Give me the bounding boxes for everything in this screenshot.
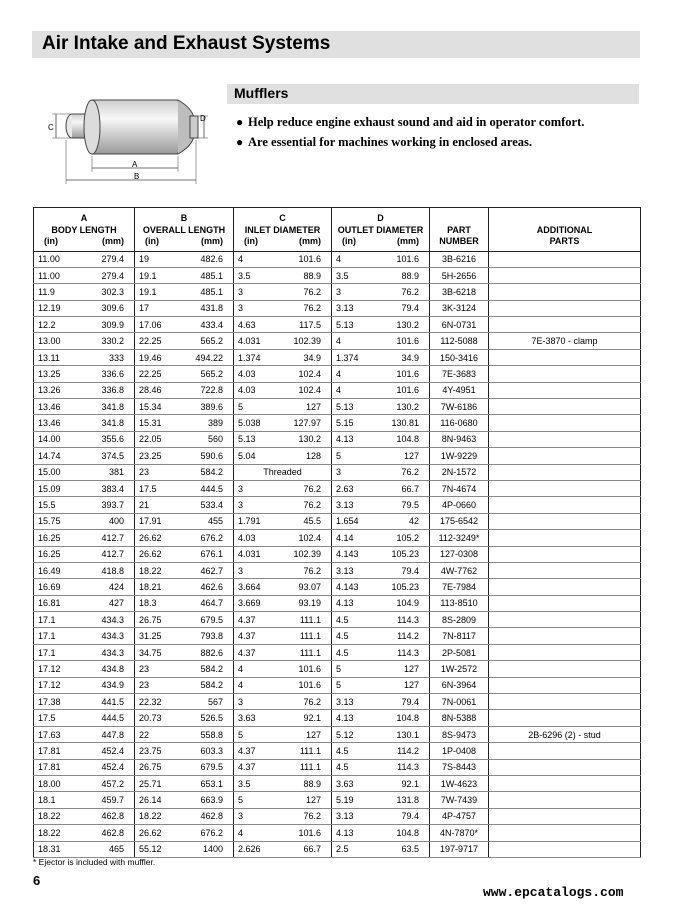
table-row (34, 825, 641, 841)
cell-inlet-diameter: 3.669 93.19 (234, 595, 332, 611)
cell-body-length: 17.12 434.9 (34, 677, 135, 693)
section-title: Mufflers (234, 85, 289, 101)
cell-inlet-diameter: 3 76.2 (234, 562, 332, 578)
cell-inlet-diameter: 4.03 102.4 (234, 530, 332, 546)
cell-part-number: 1W-9229 (430, 448, 489, 464)
cell-overall-length: 19 482.6 (135, 251, 234, 267)
cell-part-number: 7S-8443 (430, 759, 489, 775)
header-inlet-diameter: C INLET DIAMETER (in) (mm) (234, 208, 332, 252)
cell-additional-parts (489, 464, 641, 480)
cell-body-length: 15.00 381 (34, 464, 135, 480)
cell-inlet-diameter: 4.37 111.1 (234, 759, 332, 775)
cell-outlet-diameter: 3.13 79.4 (332, 808, 430, 824)
cell-inlet-diameter: 4.37 111.1 (234, 628, 332, 644)
cell-outlet-diameter: 5.13 130.2 (332, 399, 430, 415)
cell-inlet-diameter: 3 76.2 (234, 808, 332, 824)
cell-part-number: 4W-7762 (430, 562, 489, 578)
muffler-diagram (42, 88, 222, 190)
cell-part-number: 7N-8117 (430, 628, 489, 644)
cell-additional-parts (489, 513, 641, 529)
cell-body-length: 17.5 444.5 (34, 710, 135, 726)
cell-body-length: 15.5 393.7 (34, 497, 135, 513)
cell-overall-length: 19.1 485.1 (135, 284, 234, 300)
cell-part-number: 7E-3683 (430, 366, 489, 382)
cell-outlet-diameter: 4.13 104.9 (332, 595, 430, 611)
cell-overall-length: 23 584.2 (135, 677, 234, 693)
cell-additional-parts (489, 612, 641, 628)
cell-body-length: 12.19 309.6 (34, 300, 135, 316)
cell-overall-length: 22.25 565.2 (135, 366, 234, 382)
cell-outlet-diameter: 4.5 114.2 (332, 743, 430, 759)
cell-overall-length: 17.5 444.5 (135, 480, 234, 496)
cell-additional-parts (489, 562, 641, 578)
table-row (34, 349, 641, 365)
table-row (34, 694, 641, 710)
cell-body-length: 16.25 412.7 (34, 546, 135, 562)
table-row (34, 759, 641, 775)
cell-part-number: 7W-7439 (430, 792, 489, 808)
cell-additional-parts (489, 317, 641, 333)
cell-part-number: 4P-0660 (430, 497, 489, 513)
cell-overall-length: 26.14 663.9 (135, 792, 234, 808)
cell-additional-parts (489, 480, 641, 496)
cell-part-number: 3B-6216 (430, 251, 489, 267)
cell-overall-length: 55.12 1400 (135, 841, 234, 857)
cell-additional-parts (489, 759, 641, 775)
cell-body-length: 16.69 424 (34, 579, 135, 595)
cell-overall-length: 22.32 567 (135, 694, 234, 710)
table-row (34, 530, 641, 546)
cell-inlet-diameter: 4.03 102.4 (234, 382, 332, 398)
diagram-label-b: B (134, 172, 140, 181)
cell-body-length: 13.46 341.8 (34, 415, 135, 431)
cell-additional-parts (489, 300, 641, 316)
cell-part-number: 8N-9463 (430, 431, 489, 447)
cell-body-length: 17.1 434.3 (34, 612, 135, 628)
cell-outlet-diameter: 3.13 79.4 (332, 562, 430, 578)
cell-part-number: 197-9717 (430, 841, 489, 857)
cell-part-number: 112-5088 (430, 333, 489, 349)
cell-outlet-diameter: 3.13 79.4 (332, 300, 430, 316)
cell-inlet-diameter: 4 101.6 (234, 251, 332, 267)
cell-part-number: 3K-3124 (430, 300, 489, 316)
cell-overall-length: 18.22 462.8 (135, 808, 234, 824)
table-row (34, 497, 641, 513)
cell-body-length: 17.12 434.8 (34, 661, 135, 677)
table-row (34, 792, 641, 808)
cell-overall-length: 15.31 389 (135, 415, 234, 431)
cell-additional-parts (489, 644, 641, 660)
table-row (34, 431, 641, 447)
cell-outlet-diameter: 3 76.2 (332, 284, 430, 300)
cell-overall-length: 18.22 462.7 (135, 562, 234, 578)
cell-outlet-diameter: 2.5 63.5 (332, 841, 430, 857)
cell-part-number: 1W-2572 (430, 661, 489, 677)
cell-part-number: 6N-0731 (430, 317, 489, 333)
cell-overall-length: 25.71 653.1 (135, 776, 234, 792)
cell-additional-parts (489, 448, 641, 464)
cell-part-number: 8S-9473 (430, 726, 489, 742)
cell-part-number: 7N-0061 (430, 694, 489, 710)
cell-body-length: 13.26 336.8 (34, 382, 135, 398)
cell-additional-parts (489, 579, 641, 595)
cell-inlet-diameter: 3.5 88.9 (234, 267, 332, 283)
cell-inlet-diameter: 4.37 111.1 (234, 612, 332, 628)
cell-additional-parts (489, 399, 641, 415)
section-title-bar (227, 84, 639, 104)
cell-body-length: 18.1 459.7 (34, 792, 135, 808)
cell-additional-parts (489, 595, 641, 611)
cell-outlet-diameter: 4.5 114.3 (332, 612, 430, 628)
table-row (34, 661, 641, 677)
cell-part-number: 150-3416 (430, 349, 489, 365)
cell-additional-parts (489, 546, 641, 562)
cell-outlet-diameter: 4.13 104.8 (332, 825, 430, 841)
table-row (34, 284, 641, 300)
cell-additional-parts (489, 841, 641, 857)
cell-body-length: 18.31 465 (34, 841, 135, 857)
cell-inlet-diameter: 3.63 92.1 (234, 710, 332, 726)
cell-inlet-diameter: 3 76.2 (234, 497, 332, 513)
diagram-label-d: D (200, 114, 206, 123)
cell-additional-parts (489, 776, 641, 792)
cell-outlet-diameter: 4.13 104.8 (332, 710, 430, 726)
cell-overall-length: 18.3 464.7 (135, 595, 234, 611)
cell-outlet-diameter: 1.654 42 (332, 513, 430, 529)
cell-body-length: 14.00 355.6 (34, 431, 135, 447)
cell-overall-length: 17 431.8 (135, 300, 234, 316)
cell-body-length: 18.00 457.2 (34, 776, 135, 792)
footnote: * Ejector is included with muffler. (33, 857, 156, 867)
cell-overall-length: 22.05 560 (135, 431, 234, 447)
cell-part-number: 113-8510 (430, 595, 489, 611)
table-row (34, 317, 641, 333)
cell-additional-parts (489, 743, 641, 759)
cell-additional-parts (489, 710, 641, 726)
mufflers-table (33, 207, 641, 858)
cell-overall-length: 26.62 676.2 (135, 825, 234, 841)
cell-outlet-diameter: 4 101.6 (332, 251, 430, 267)
cell-outlet-diameter: 5.13 130.2 (332, 317, 430, 333)
site-watermark: www.epcatalogs.com (483, 885, 624, 900)
cell-overall-length: 19.46 494.22 (135, 349, 234, 365)
cell-inlet-diameter: 4.031 102.39 (234, 546, 332, 562)
cell-part-number: 175-6542 (430, 513, 489, 529)
table-header-row (34, 208, 641, 252)
cell-body-length: 15.75 400 (34, 513, 135, 529)
cell-overall-length: 17.06 433.4 (135, 317, 234, 333)
cell-outlet-diameter: 4.5 114.2 (332, 628, 430, 644)
cell-inlet-diameter: 3.5 88.9 (234, 776, 332, 792)
cell-outlet-diameter: 2.63 66.7 (332, 480, 430, 496)
cell-body-length: 11.9 302.3 (34, 284, 135, 300)
cell-inlet-diameter: 4.03 102.4 (234, 366, 332, 382)
cell-overall-length: 18.21 462.6 (135, 579, 234, 595)
bullet-icon: ● (236, 115, 244, 129)
cell-body-length: 17.38 441.5 (34, 694, 135, 710)
cell-additional-parts (489, 431, 641, 447)
cell-overall-length: 22 558.8 (135, 726, 234, 742)
cell-additional-parts (489, 530, 641, 546)
cell-inlet-diameter: 5.04 128 (234, 448, 332, 464)
cell-overall-length: 17.91 455 (135, 513, 234, 529)
diagram-label-a: A (132, 160, 138, 169)
cell-inlet-diameter: 5 127 (234, 399, 332, 415)
cell-body-length: 16.81 427 (34, 595, 135, 611)
cell-outlet-diameter: 5 127 (332, 677, 430, 693)
cell-inlet-diameter: 4.63 117.5 (234, 317, 332, 333)
cell-additional-parts (489, 677, 641, 693)
header-part-number: PART NUMBER (430, 208, 489, 252)
cell-body-length: 18.22 462.8 (34, 808, 135, 824)
cell-part-number: 4Y-4951 (430, 382, 489, 398)
cell-body-length: 17.1 434.3 (34, 644, 135, 660)
cell-overall-length: 28.46 722.8 (135, 382, 234, 398)
cell-outlet-diameter: 3.5 88.9 (332, 267, 430, 283)
cell-part-number: 6N-3964 (430, 677, 489, 693)
table-row (34, 595, 641, 611)
cell-outlet-diameter: 1.374 34.9 (332, 349, 430, 365)
header-outlet-diameter: D OUTLET DIAMETER (in) (mm) (332, 208, 430, 252)
cell-body-length: 13.11 333 (34, 349, 135, 365)
cell-inlet-diameter: 3 76.2 (234, 480, 332, 496)
cell-body-length: 13.46 341.8 (34, 399, 135, 415)
cell-body-length: 16.49 418.8 (34, 562, 135, 578)
table-row (34, 710, 641, 726)
feature-list (236, 114, 636, 154)
cell-overall-length: 26.75 679.5 (135, 612, 234, 628)
cell-body-length: 12.2 309.9 (34, 317, 135, 333)
cell-overall-length: 34.75 882.6 (135, 644, 234, 660)
cell-inlet-diameter: 4 101.6 (234, 677, 332, 693)
cell-part-number: 8N-5388 (430, 710, 489, 726)
cell-inlet-diameter: 4.031 102.39 (234, 333, 332, 349)
cell-outlet-diameter: 4.14 105.2 (332, 530, 430, 546)
cell-body-length: 16.25 412.7 (34, 530, 135, 546)
cell-body-length: 11.00 279.4 (34, 267, 135, 283)
cell-outlet-diameter: 4.5 114.3 (332, 759, 430, 775)
cell-overall-length: 15.34 389.6 (135, 399, 234, 415)
cell-inlet-diameter: 3.664 93.07 (234, 579, 332, 595)
cell-part-number: 3B-6218 (430, 284, 489, 300)
cell-overall-length: 20.73 526.5 (135, 710, 234, 726)
cell-part-number: 7N-4674 (430, 480, 489, 496)
table-row (34, 251, 641, 267)
table-row (34, 562, 641, 578)
cell-outlet-diameter: 4 101.6 (332, 333, 430, 349)
cell-outlet-diameter: 3.63 92.1 (332, 776, 430, 792)
cell-body-length: 18.22 462.8 (34, 825, 135, 841)
cell-additional-parts (489, 366, 641, 382)
cell-inlet-diameter: 3 76.2 (234, 284, 332, 300)
header-overall-length: B OVERALL LENGTH (in) (mm) (135, 208, 234, 252)
table-row (34, 677, 641, 693)
cell-outlet-diameter: 4.13 104.8 (332, 431, 430, 447)
table-row (34, 333, 641, 349)
cell-additional-parts (489, 825, 641, 841)
table-body (34, 251, 641, 857)
table-row (34, 448, 641, 464)
cell-body-length: 14.74 374.5 (34, 448, 135, 464)
cell-outlet-diameter: 5.15 130.81 (332, 415, 430, 431)
cell-overall-length: 26.75 679.5 (135, 759, 234, 775)
cell-part-number: 7W-6186 (430, 399, 489, 415)
table-row (34, 464, 641, 480)
table-row (34, 300, 641, 316)
cell-inlet-diameter: 4 101.6 (234, 825, 332, 841)
cell-additional-parts (489, 284, 641, 300)
cell-outlet-diameter: 4 101.6 (332, 382, 430, 398)
cell-overall-length: 26.62 676.2 (135, 530, 234, 546)
cell-outlet-diameter: 4.143 105.23 (332, 579, 430, 595)
table-row (34, 480, 641, 496)
cell-overall-length: 21 533.4 (135, 497, 234, 513)
cell-part-number: 4N-7870* (430, 825, 489, 841)
cell-body-length: 15.09 383.4 (34, 480, 135, 496)
cell-inlet-diameter: 1.374 34.9 (234, 349, 332, 365)
table-row (34, 841, 641, 857)
cell-overall-length: 23 584.2 (135, 464, 234, 480)
cell-outlet-diameter: 5 127 (332, 661, 430, 677)
cell-outlet-diameter: 5.19 131.8 (332, 792, 430, 808)
table-row (34, 415, 641, 431)
feature-item: ● Are essential for machines working in enclosed areas. (236, 135, 533, 149)
cell-outlet-diameter: 4.143 105.23 (332, 546, 430, 562)
cell-additional-parts (489, 415, 641, 431)
cell-inlet-diameter: 5 127 (234, 726, 332, 742)
cell-inlet-diameter: 3 76.2 (234, 694, 332, 710)
cell-inlet-diameter: 5.13 130.2 (234, 431, 332, 447)
cell-body-length: 13.25 336.6 (34, 366, 135, 382)
cell-body-length: 13.00 330.2 (34, 333, 135, 349)
cell-inlet-diameter: Threaded (234, 464, 332, 480)
cell-outlet-diameter: 5 127 (332, 448, 430, 464)
table-row (34, 776, 641, 792)
cell-part-number: 2P-5081 (430, 644, 489, 660)
cell-additional-parts (489, 267, 641, 283)
cell-inlet-diameter: 2.626 66.7 (234, 841, 332, 857)
cell-outlet-diameter: 3.13 79.4 (332, 694, 430, 710)
table-row (34, 399, 641, 415)
cell-part-number: 8S-2809 (430, 612, 489, 628)
cell-outlet-diameter: 3.13 79.5 (332, 497, 430, 513)
cell-part-number: 7E-7984 (430, 579, 489, 595)
table-row (34, 808, 641, 824)
cell-overall-length: 31.25 793.8 (135, 628, 234, 644)
cell-additional-parts (489, 661, 641, 677)
cell-additional-parts (489, 349, 641, 365)
diagram-label-c: C (48, 123, 54, 132)
cell-part-number: 127-0308 (430, 546, 489, 562)
cell-part-number: 116-0680 (430, 415, 489, 431)
cell-body-length: 17.81 452.4 (34, 743, 135, 759)
cell-part-number: 2N-1572 (430, 464, 489, 480)
table-row (34, 366, 641, 382)
cell-inlet-diameter: 3 76.2 (234, 300, 332, 316)
cell-overall-length: 23.75 603.3 (135, 743, 234, 759)
page-title-bar (32, 31, 640, 58)
table-row (34, 743, 641, 759)
cell-inlet-diameter: 4.37 111.1 (234, 644, 332, 660)
table-row (34, 726, 641, 742)
cell-inlet-diameter: 5 127 (234, 792, 332, 808)
cell-part-number: 112-3249* (430, 530, 489, 546)
cell-additional-parts: 2B-6296 (2) - stud (489, 726, 641, 742)
cell-additional-parts (489, 694, 641, 710)
cell-body-length: 17.63 447.8 (34, 726, 135, 742)
page-number: 6 (33, 873, 41, 888)
header-body-length: A BODY LENGTH (in) (mm) (34, 208, 135, 252)
table-row (34, 382, 641, 398)
cell-additional-parts (489, 251, 641, 267)
cell-part-number: 1W-4623 (430, 776, 489, 792)
cell-outlet-diameter: 4 101.6 (332, 366, 430, 382)
table-row (34, 546, 641, 562)
table-row (34, 513, 641, 529)
cell-additional-parts (489, 497, 641, 513)
cell-inlet-diameter: 5.038 127.97 (234, 415, 332, 431)
table-row (34, 267, 641, 283)
feature-item: ● Help reduce engine exhaust sound and aid in operator comfort. (236, 115, 585, 129)
cell-inlet-diameter: 4 101.6 (234, 661, 332, 677)
cell-overall-length: 22.25 565.2 (135, 333, 234, 349)
cell-inlet-diameter: 1.791 45.5 (234, 513, 332, 529)
cell-additional-parts (489, 808, 641, 824)
cell-part-number: 1P-0408 (430, 743, 489, 759)
cell-additional-parts (489, 382, 641, 398)
cell-overall-length: 23 584.2 (135, 661, 234, 677)
cell-body-length: 17.1 434.3 (34, 628, 135, 644)
table-row (34, 579, 641, 595)
cell-inlet-diameter: 4.37 111.1 (234, 743, 332, 759)
cell-overall-length: 26.62 676.1 (135, 546, 234, 562)
cell-additional-parts (489, 792, 641, 808)
table-row (34, 644, 641, 660)
bullet-icon: ● (236, 135, 244, 149)
cell-body-length: 17.81 452.4 (34, 759, 135, 775)
cell-outlet-diameter: 3 76.2 (332, 464, 430, 480)
header-additional-parts: ADDITIONAL PARTS (489, 208, 641, 252)
cell-additional-parts (489, 628, 641, 644)
cell-overall-length: 19.1 485.1 (135, 267, 234, 283)
cell-overall-length: 23.25 590.6 (135, 448, 234, 464)
cell-outlet-diameter: 4.5 114.3 (332, 644, 430, 660)
cell-additional-parts: 7E-3870 - clamp (489, 333, 641, 349)
table-row (34, 628, 641, 644)
table-row (34, 612, 641, 628)
page-title: Air Intake and Exhaust Systems (42, 33, 331, 54)
cell-outlet-diameter: 5.12 130.1 (332, 726, 430, 742)
cell-part-number: 4P-4757 (430, 808, 489, 824)
cell-body-length: 11.00 279.4 (34, 251, 135, 267)
cell-part-number: 5H-2656 (430, 267, 489, 283)
